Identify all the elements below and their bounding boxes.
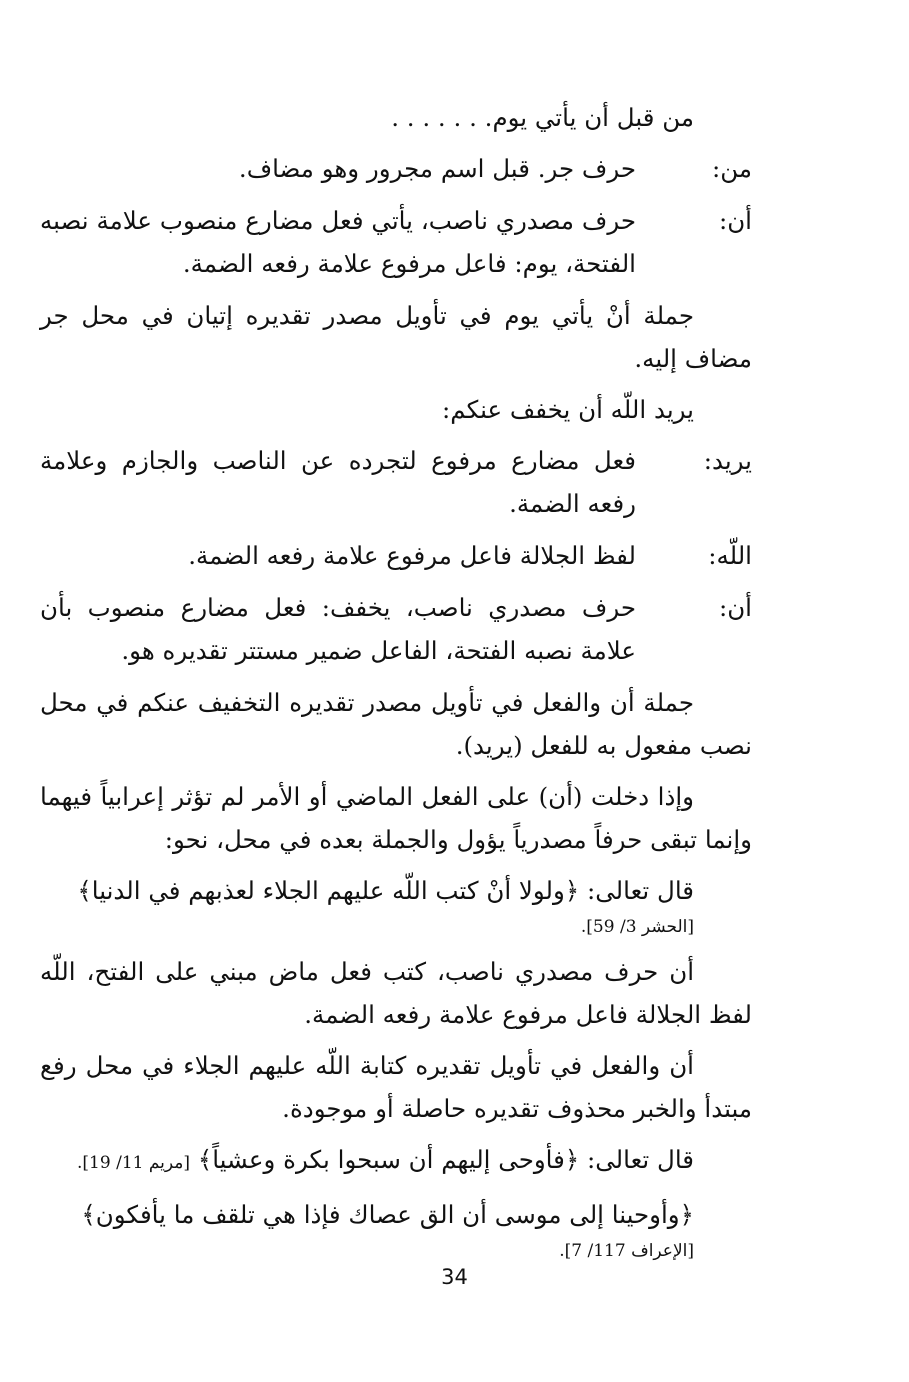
explanation-paragraph: جملة أنْ يأتي يوم في تأويل مصدر تقديره إتيان في محل جر مضاف إليه. [40,301,752,373]
parse-description: حرف مصدري ناصب، يخفف: فعل مضارع منصوب بأن علامة نصبه الفتحة، الفاعل ضمير مستتر تقديره هو. [40,593,636,665]
example-heading-2: يريد اللّه أن يخفف عنكم: [442,395,694,424]
parse-term: اللّه: [708,541,752,570]
quote-text: قال تعالى: ﴿فأوحى إليهم أن سبحوا بكرة وعشياً﴾ [197,1145,694,1174]
page-number: 34 [441,1265,468,1289]
parse-entry [40,199,752,285]
parse-term: يريد: [703,446,752,475]
parse-entry [40,586,752,672]
quote-reference: [مريم 11/ 19]. [77,1153,191,1173]
parse-term: أن: [718,593,752,622]
rule-paragraph: وإذا دخلت (أن) على الفعل الماضي أو الأمر لم تؤثر إعرابياً فيهما وإنما تبقى حرفاً مصدرياً يؤول والجملة بعده في محل، نحو: [40,782,752,854]
parse-description: حرف جر. قبل اسم مجرور وهو مضاف. [238,154,636,183]
parse-entry [40,439,752,525]
analysis-paragraph: أن والفعل في تأويل تقديره كتابة اللّه عليهم الجلاء في محل رفع مبتدأ والخبر محذوف تقديره حاصلة أو موجودة. [40,1051,752,1123]
quote-text: ﴿وأوحينا إلى موسى أن الق عصاك فإذا هي تلقف ما يأفكون﴾ [81,1200,694,1229]
analysis-paragraph: أن حرف مصدري ناصب، كتب فعل ماض مبني على الفتح، اللّه لفظ الجلالة فاعل مرفوع علامة رفعه الضمة. [40,957,752,1029]
quote-text: قال تعالى: ﴿ولولا أنْ كتب اللّه عليهم الجلاء لعذبهم في الدنيا﴾ [77,876,694,905]
quran-quote [40,1138,752,1185]
parse-entry [40,534,752,577]
parse-term: أن: [718,206,752,235]
explanation-paragraph: جملة أن والفعل في تأويل مصدر تقديره التخفيف عنكم في محل نصب مفعول به للفعل (يريد). [40,688,752,760]
example-heading-1: من قبل أن يأتي يوم. . . . . . . [391,103,694,132]
quran-quote [40,869,752,942]
parse-description: فعل مضارع مرفوع لتجرده عن الناصب والجازم وعلامة رفعه الضمة. [40,446,636,518]
quote-reference: [الإعراف 117/ 7]. [559,1241,694,1261]
parse-entry [40,147,752,190]
quote-reference: [الحشر 3/ 59]. [580,917,694,937]
parse-description: حرف مصدري ناصب، يأتي فعل مضارع منصوب علامة نصبه الفتحة، يوم: فاعل مرفوع علامة رفعه الضمة. [40,206,636,278]
parse-description: لفظ الجلالة فاعل مرفوع علامة رفعه الضمة. [188,541,636,570]
parse-term: من: [711,154,752,183]
quran-quote [40,1193,752,1266]
page-body [40,96,752,1274]
